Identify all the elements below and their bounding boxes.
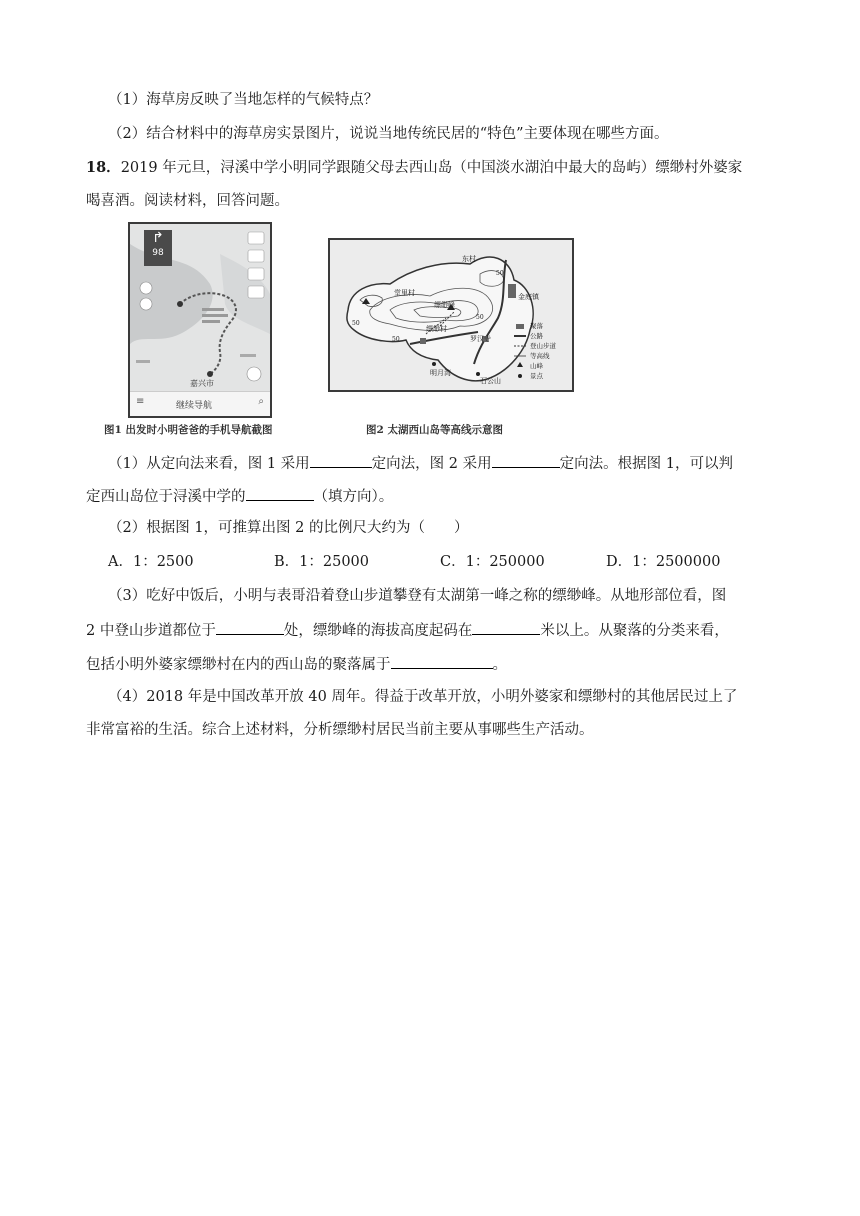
place-label: 罗汉寺 (470, 335, 491, 343)
fig1-bottom-bar (130, 391, 270, 416)
place-label: 缥缈村 (426, 325, 447, 333)
q18-sub1-text-d: 定西山岛位于浔溪中学的 (86, 489, 246, 505)
q18-sub1-line1 (108, 452, 790, 474)
turn-arrow-icon: ↱ (152, 230, 164, 246)
q17-sub2: （2）结合材料中的海草房实景图片，说说当地传统民居的“特色”主要体现在哪些方面。 (108, 126, 669, 142)
place-label: 石公山 (480, 377, 501, 385)
fig2-contour-map (328, 238, 574, 392)
fig1-continue-nav-button: 继续导航 (176, 401, 213, 411)
answer-blank-6[interactable] (391, 653, 493, 669)
option-b[interactable]: B．1：25000 (274, 554, 370, 570)
q18-sub1-text-c: 定向法。根据图 1，可以判 (559, 456, 733, 472)
q18-sub3-text-f: 。 (492, 657, 507, 673)
place-label: 东村 (462, 255, 476, 263)
q18-number: 18． (86, 159, 121, 176)
q18-sub3-text-d: 米以上。从聚落的分类来看， (540, 623, 729, 639)
q18-sub3-line3 (86, 653, 790, 675)
q17-sub1: （1）海草房反映了当地怎样的气候特点？ (108, 92, 379, 108)
legend-label: 景点 (530, 372, 543, 380)
option-a[interactable]: A．1：2500 (108, 554, 194, 570)
fig1-turn-panel (144, 230, 172, 266)
legend-label: 山峰 (530, 362, 543, 370)
contour-label: 50 (392, 336, 400, 343)
place-label: 明月湾 (430, 369, 451, 377)
q18-sub1-text-a: （1）从定向法来看，图 1 采用 (108, 456, 310, 472)
fig1-distance: 98 (152, 248, 164, 258)
place-label: 金庭镇 (518, 293, 539, 301)
q18-intro-line2: 喝喜酒。阅读材料，回答问题。 (86, 193, 289, 209)
legend-label: 聚落 (530, 322, 543, 330)
option-c[interactable]: C．1：250000 (440, 554, 545, 570)
q18-sub4-line2: 非常富裕的生活。综合上述材料，分析缥缈村居民当前主要从事哪些生产活动。 (86, 722, 594, 738)
q18-sub3-text-b: 2 中登山步道都位于 (86, 623, 216, 639)
q18-sub3-line2 (86, 619, 790, 641)
fig1-menu-icon: ≡ (136, 396, 145, 407)
answer-blank-3[interactable] (246, 485, 314, 501)
fig2-caption: 图2 太湖西山岛等高线示意图 (366, 424, 503, 436)
contour-label: 50 (476, 314, 484, 321)
legend-label: 等高线 (530, 352, 550, 360)
fig1-city-label: 嘉兴市 (190, 379, 214, 388)
place-label: 缥缈峰 (434, 301, 455, 309)
q18-sub2: （2）根据图 1，可推算出图 2 的比例尺大约为（ ） (108, 520, 469, 536)
answer-blank-5[interactable] (472, 619, 540, 635)
q18-sub1-text-b: 定向法，图 2 采用 (371, 456, 492, 472)
answer-blank-4[interactable] (216, 619, 284, 635)
fig1-caption: 图1 出发时小明爸爸的手机导航截图 (104, 424, 273, 436)
q18-sub3-text-c: 处，缥缈峰的海拔高度起码在 (283, 623, 473, 639)
contour-label: 50 (352, 320, 360, 327)
q18-sub4-line1: （4）2018 年是中国改革开放 40 周年。得益于改革开放，小明外婆家和缥缈村的其他居民过上了 (108, 689, 738, 705)
answer-blank-2[interactable] (492, 452, 560, 468)
q18-sub3-line1: （3）吃好中饭后，小明与表哥沿着登山步道攀登有太湖第一峰之称的缥缈峰。从地形部位看，图 (108, 588, 727, 604)
q18-intro-line1 (86, 158, 790, 178)
option-d[interactable]: D．1：2500000 (606, 554, 721, 570)
q18-intro-text: 2019 年元旦，浔溪中学小明同学跟随父母去西山岛（中国淡水湖泊中最大的岛屿）缥缈村外婆家 (120, 160, 743, 176)
q18-sub3-text-e: 包括小明外婆家缥缈村在内的西山岛的聚落属于 (86, 657, 391, 673)
place-label: 堂里村 (394, 289, 415, 297)
legend-label: 登山步道 (530, 342, 556, 350)
contour-label: 50 (496, 270, 504, 277)
q18-sub1-line2 (86, 485, 790, 507)
q18-sub2-options (108, 552, 790, 572)
fig1-search-icon: ⌕ (258, 396, 264, 407)
answer-blank-1[interactable] (310, 452, 372, 468)
fig1-phone-map (128, 222, 272, 418)
legend-label: 公路 (530, 332, 543, 340)
q18-sub1-text-e: （填方向）。 (313, 489, 394, 505)
